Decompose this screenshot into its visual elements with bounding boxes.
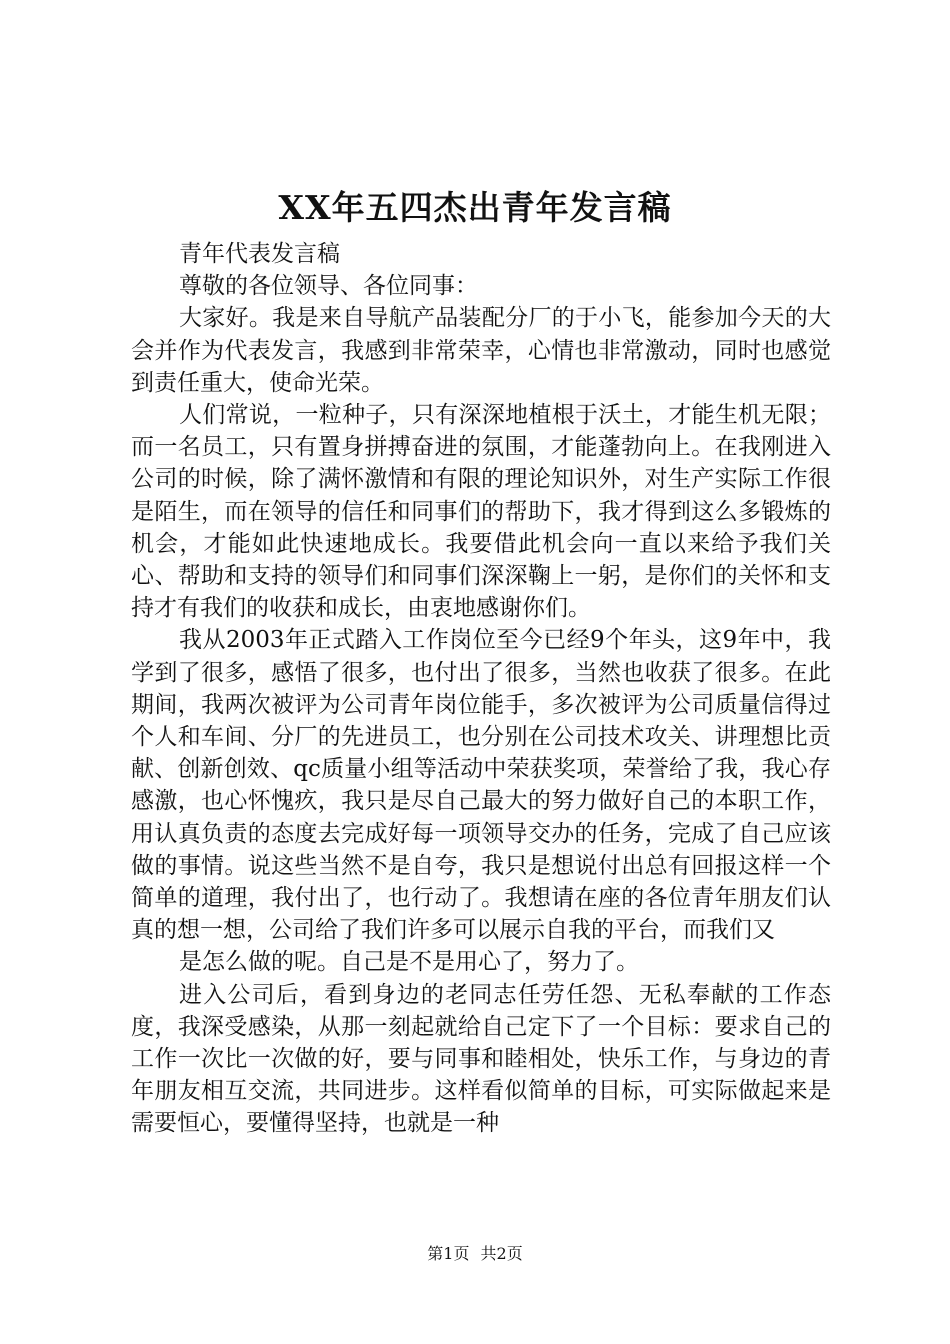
body-paragraph: 进入公司后，看到身边的老同志任劳任怨、无私奉献的工作态度，我深受感染，从那一刻起就给自己定下了一个目标：要求自己的工作一次比一次做的好，要与同事和睦相处，快乐工作，与身边的青年朋友相互交流，共同进步。这样看似简单的目标，可实际做起来是需要恒心，要懂得坚持，也就是一种 <box>131 981 831 1137</box>
subtitle-paragraph: 青年代表发言稿 <box>179 241 340 267</box>
salutation-paragraph: 尊敬的各位领导、各位同事： <box>179 273 478 300</box>
page-footer <box>0 1244 950 1264</box>
page-total: 共2页 <box>480 1244 523 1263</box>
document-body <box>131 238 831 1140</box>
body-paragraph: 人们常说，一粒种子，只有深深地植根于沃土，才能生机无限；而一名员工，只有置身拼搏奋进的氛围，才能蓬勃向上。在我刚进入公司的时候，除了满怀激情和有限的理论知识外，对生产实际工作很是陌生，而在领导的信任和同事们的帮助下，我才得到这么多锻炼的机会，才能如此快速地成长。我要借此机会向一直以来给予我们关心、帮助和支持的领导们和同事们深深鞠上一躬，是你们的关怀和支持才有我们的收获和成长，由衷地感谢你们。 <box>131 402 831 622</box>
body-paragraph: 大家好。我是来自导航产品装配分厂的于小飞，能参加今天的大会并作为代表发言，我感到非常荣幸，心情也非常激动，同时也感觉到责任重大，使命光荣。 <box>131 305 831 396</box>
document-title: XX年五四杰出青年发言稿 <box>278 188 672 227</box>
body-paragraph: 是怎么做的呢。自己是不是用心了，努力了。 <box>179 949 639 976</box>
page-number: 第1页 <box>427 1244 470 1263</box>
body-paragraph: 我从2003年正式踏入工作岗位至今已经9个年头，这9年中，我学到了很多，感悟了很多，也付出了很多，当然也收获了很多。在此期间，我两次被评为公司青年岗位能手，多次被评为公司质量信得过个人和车间、分厂的先进员工，也分别在公司技术攻关、讲理想比贡献、创新创效、qc质量小组等活动中荣获奖项，荣誉给了我，我心存感激，也心怀愧疚，我只是尽自己最大的努力做好自己的本职工作，用认真负责的态度去完成好每一项领导交办的任务，完成了自己应该做的事情。说这些当然不是自夸，我只是想说付出总有回报这样一个简单的道理，我付出了，也行动了。我想请在座的各位青年朋友们认真的想一想，公司给了我们许多可以展示自我的平台，而我们又 <box>131 627 831 944</box>
